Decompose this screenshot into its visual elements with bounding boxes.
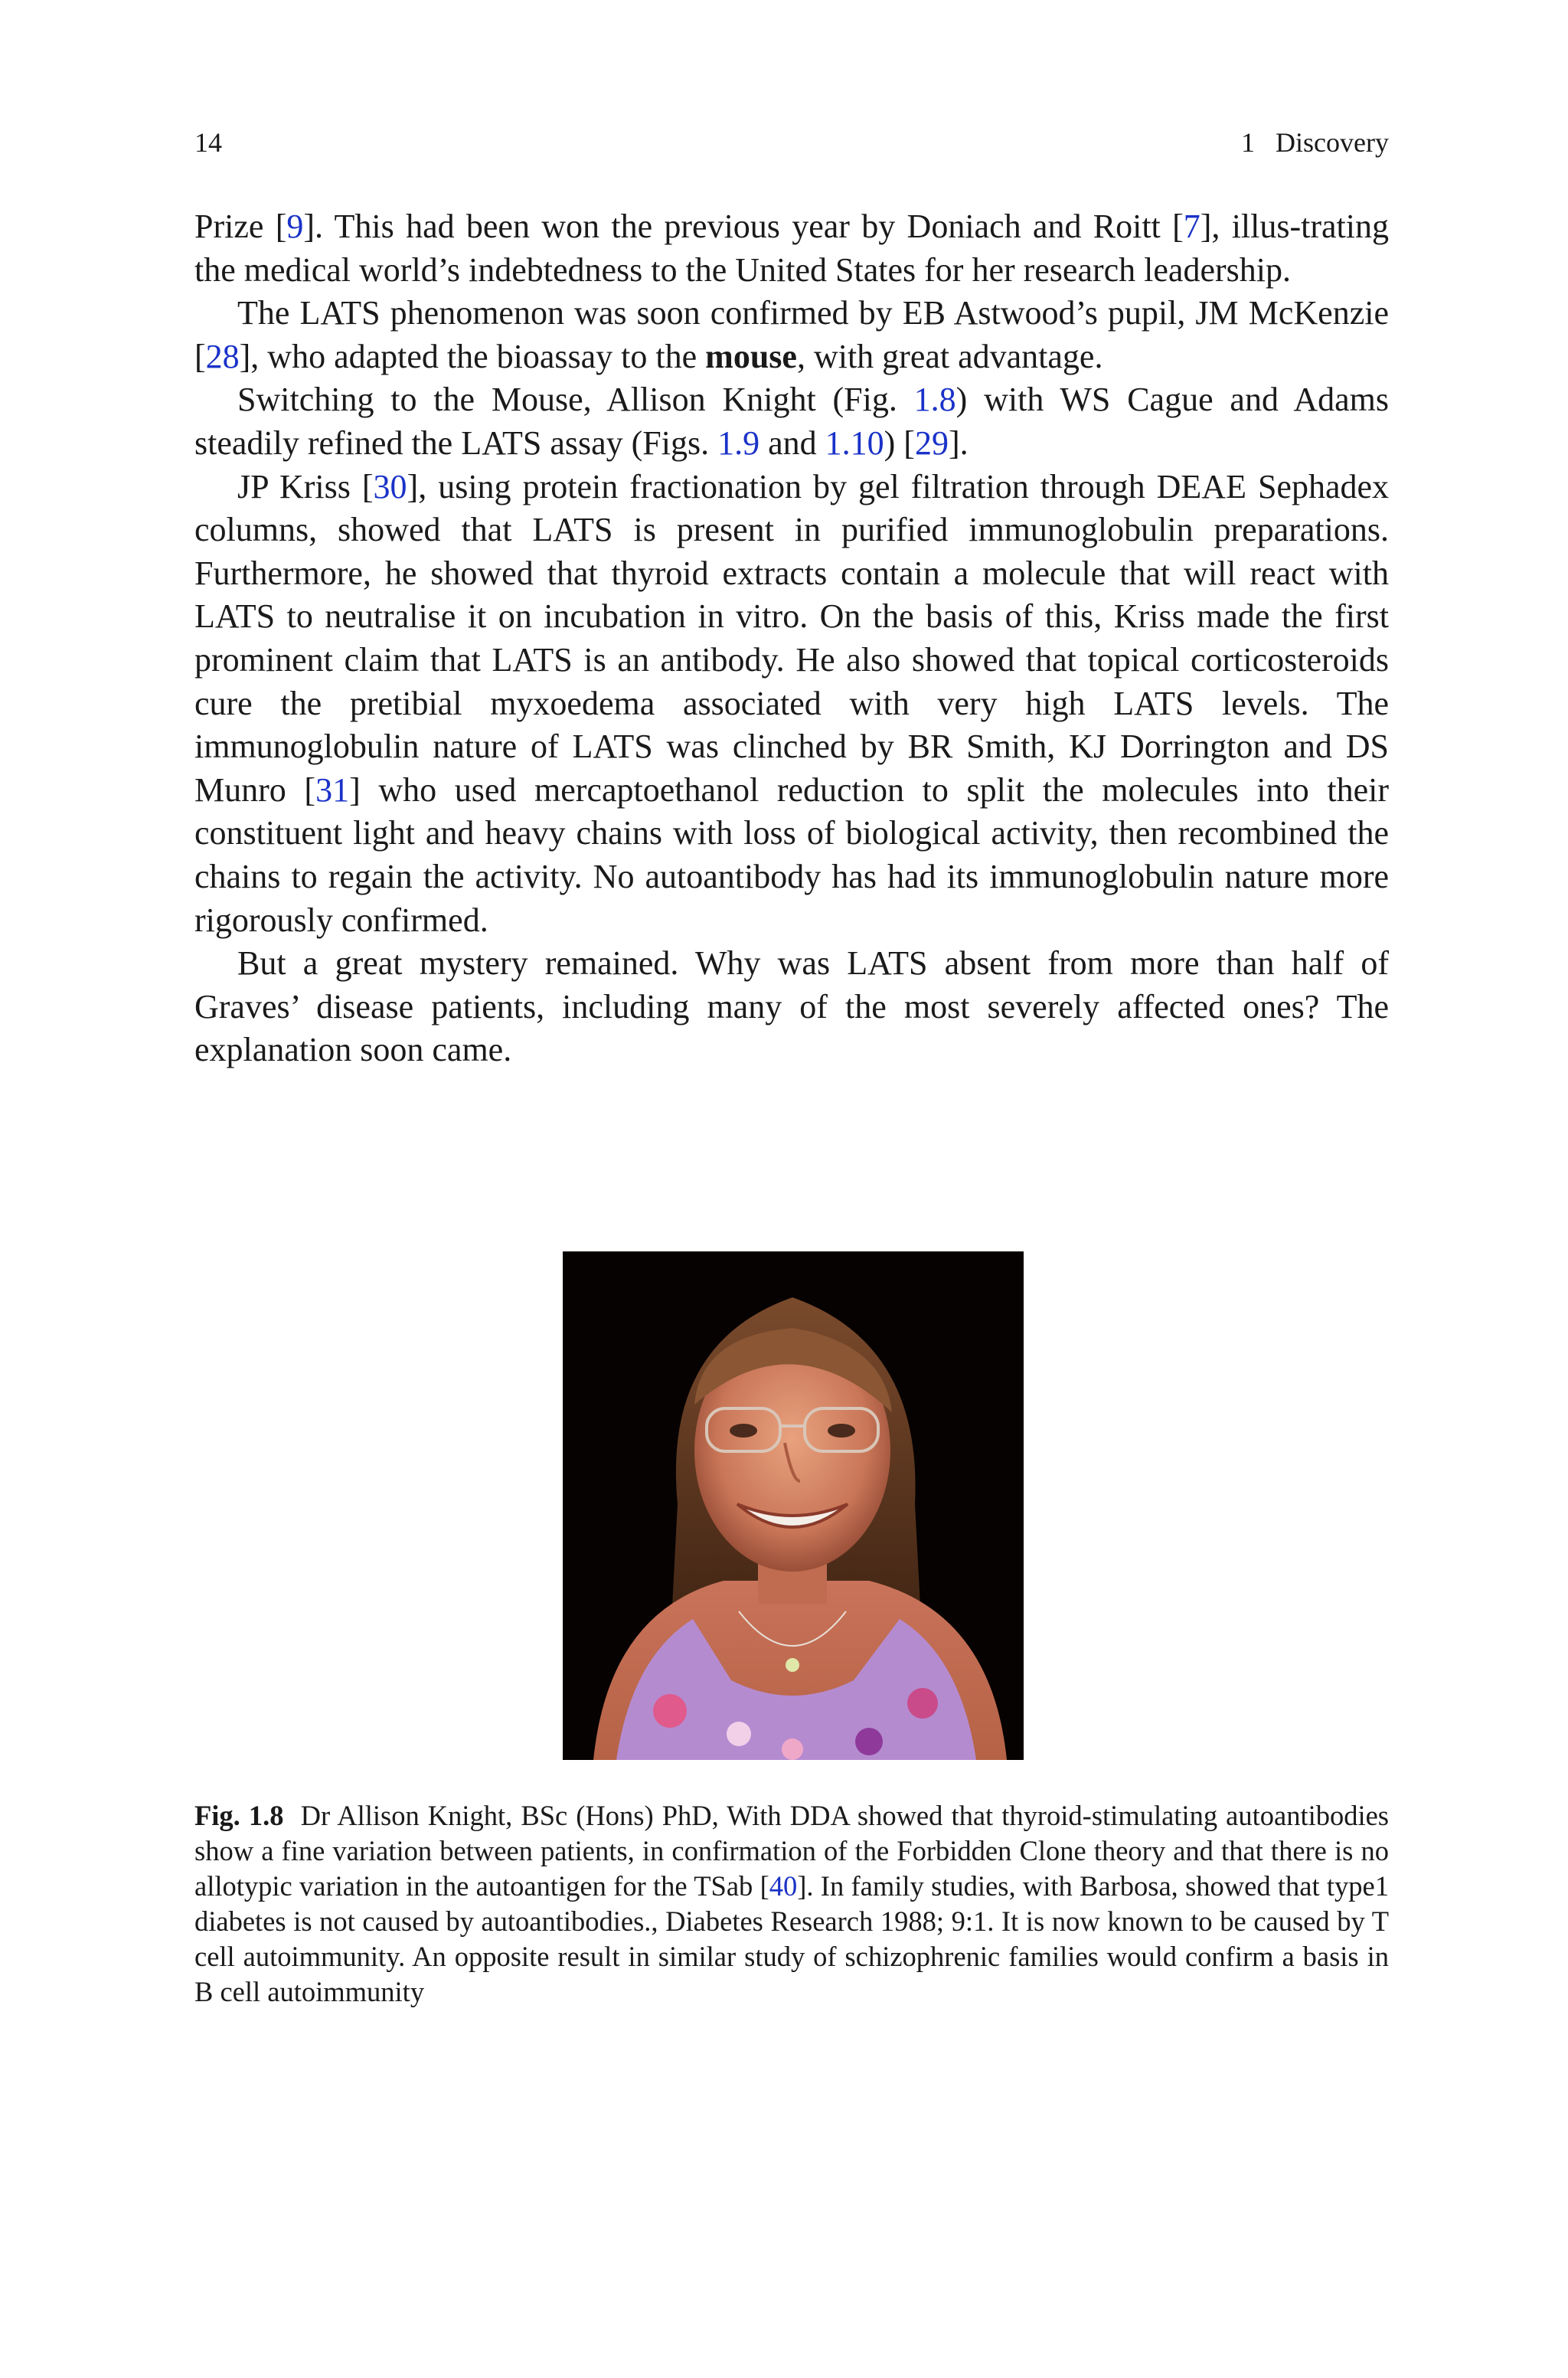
text-run: But a great mystery remained. Why was LATS absent from more than half of Graves’ disease patients, including many of the most severely affected ones? The explanation soon came. (194, 944, 1389, 1069)
text-run: Prize [ (194, 208, 287, 245)
page-number: 14 (194, 127, 222, 158)
text-run: The LATS phenomenon was soon confirmed by EB Astwood’s pupil, JM McKenzie [ (194, 294, 1389, 375)
citation-link[interactable]: 28 (205, 337, 240, 375)
text-run: Dr Allison Knight, BSc (Hons) PhD, With DDA showed that thyroid-stimulating autoantibodies show a fine variation between patients, in confirmation of the Forbidden Clone theory and that there is no allotypic variation in the autoantigen for the TSab [ (194, 1800, 1390, 1902)
citation-link[interactable]: 1.9 (717, 424, 760, 462)
figure-photo (563, 1251, 1024, 1760)
paragraph (194, 205, 1389, 292)
paragraph (194, 942, 1389, 1072)
citation-link[interactable]: 29 (914, 424, 949, 462)
chapter-number: 1 (1241, 127, 1256, 158)
text-run: ) with WS Cague and Adams steadily refined the LATS assay (Figs. (194, 381, 1389, 462)
text-run: and (760, 424, 825, 462)
running-header (194, 126, 1389, 159)
citation-link[interactable]: 40 (769, 1870, 798, 1902)
citation-link[interactable]: 7 (1183, 208, 1200, 245)
text-run: ], using protein fractionation by gel filtration through DEAE Sephadex columns, showed that LATS is present in purified immunoglobulin preparations. Furthermore, he showed that thyroid extracts contain a molecule that will react with LATS to neutralise it on incubation in vitro. On the basis of this, Kriss made the first prominent claim that LATS is an antibody. He also showed that topical corticosteroids cure the pretibial myxoedema associated with very high LATS levels. The immunoglobulin nature of LATS was clinched by BR Smith, KJ Dorrington and DS Munro [ (194, 467, 1390, 809)
portrait-photo (563, 1251, 1024, 1760)
text-run: ], illus-trating the medical world’s indebtedness to the United States for her research leadership. (194, 208, 1389, 289)
paragraph (194, 466, 1389, 943)
text-run: Switching to the Mouse, Allison Knight (Fig. (237, 381, 914, 419)
citation-link[interactable]: 31 (315, 770, 350, 809)
chapter-title: Discovery (1276, 127, 1389, 158)
paragraph (194, 292, 1389, 378)
body-text (194, 205, 1389, 1072)
text-run: , with great advantage. (796, 337, 1103, 375)
text-run: ]. This had been won the previous year by Doniach and Roitt [ (303, 208, 1184, 245)
text-run: ]. (948, 424, 969, 462)
bold-text: mouse (705, 337, 797, 375)
paragraph (194, 378, 1389, 465)
citation-link[interactable]: 9 (286, 208, 304, 245)
text-run: ], who adapted the bioassay to the (239, 337, 706, 375)
citation-link[interactable]: 1.10 (825, 424, 884, 462)
figure-caption (194, 1798, 1389, 2010)
text-run: ) [ (884, 424, 915, 462)
chapter-heading (1241, 126, 1389, 159)
text-run: ]. In family studies, with Barbosa, showed that type1 diabetes is not caused by autoantibodies., Diabetes Research 1988; 9:1. It is now known to be caused by T cell autoimmunity. An opposite result in similar study of schizophrenic families would confirm a basis in B cell autoimmunity (194, 1870, 1390, 2007)
figure-label: Fig. 1.8 (194, 1800, 284, 1831)
citation-link[interactable]: 1.8 (913, 381, 956, 419)
caption-text (194, 1800, 1389, 2007)
text-run: ] who used mercaptoethanol reduction to split the molecules into their constituent light and heavy chains with loss of biological activity, then recombined the chains to regain the activity. No autoantibody has had its immunoglobulin nature more rigorously confirmed. (194, 770, 1389, 939)
citation-link[interactable]: 30 (373, 467, 407, 505)
text-run: JP Kriss [ (237, 467, 374, 505)
